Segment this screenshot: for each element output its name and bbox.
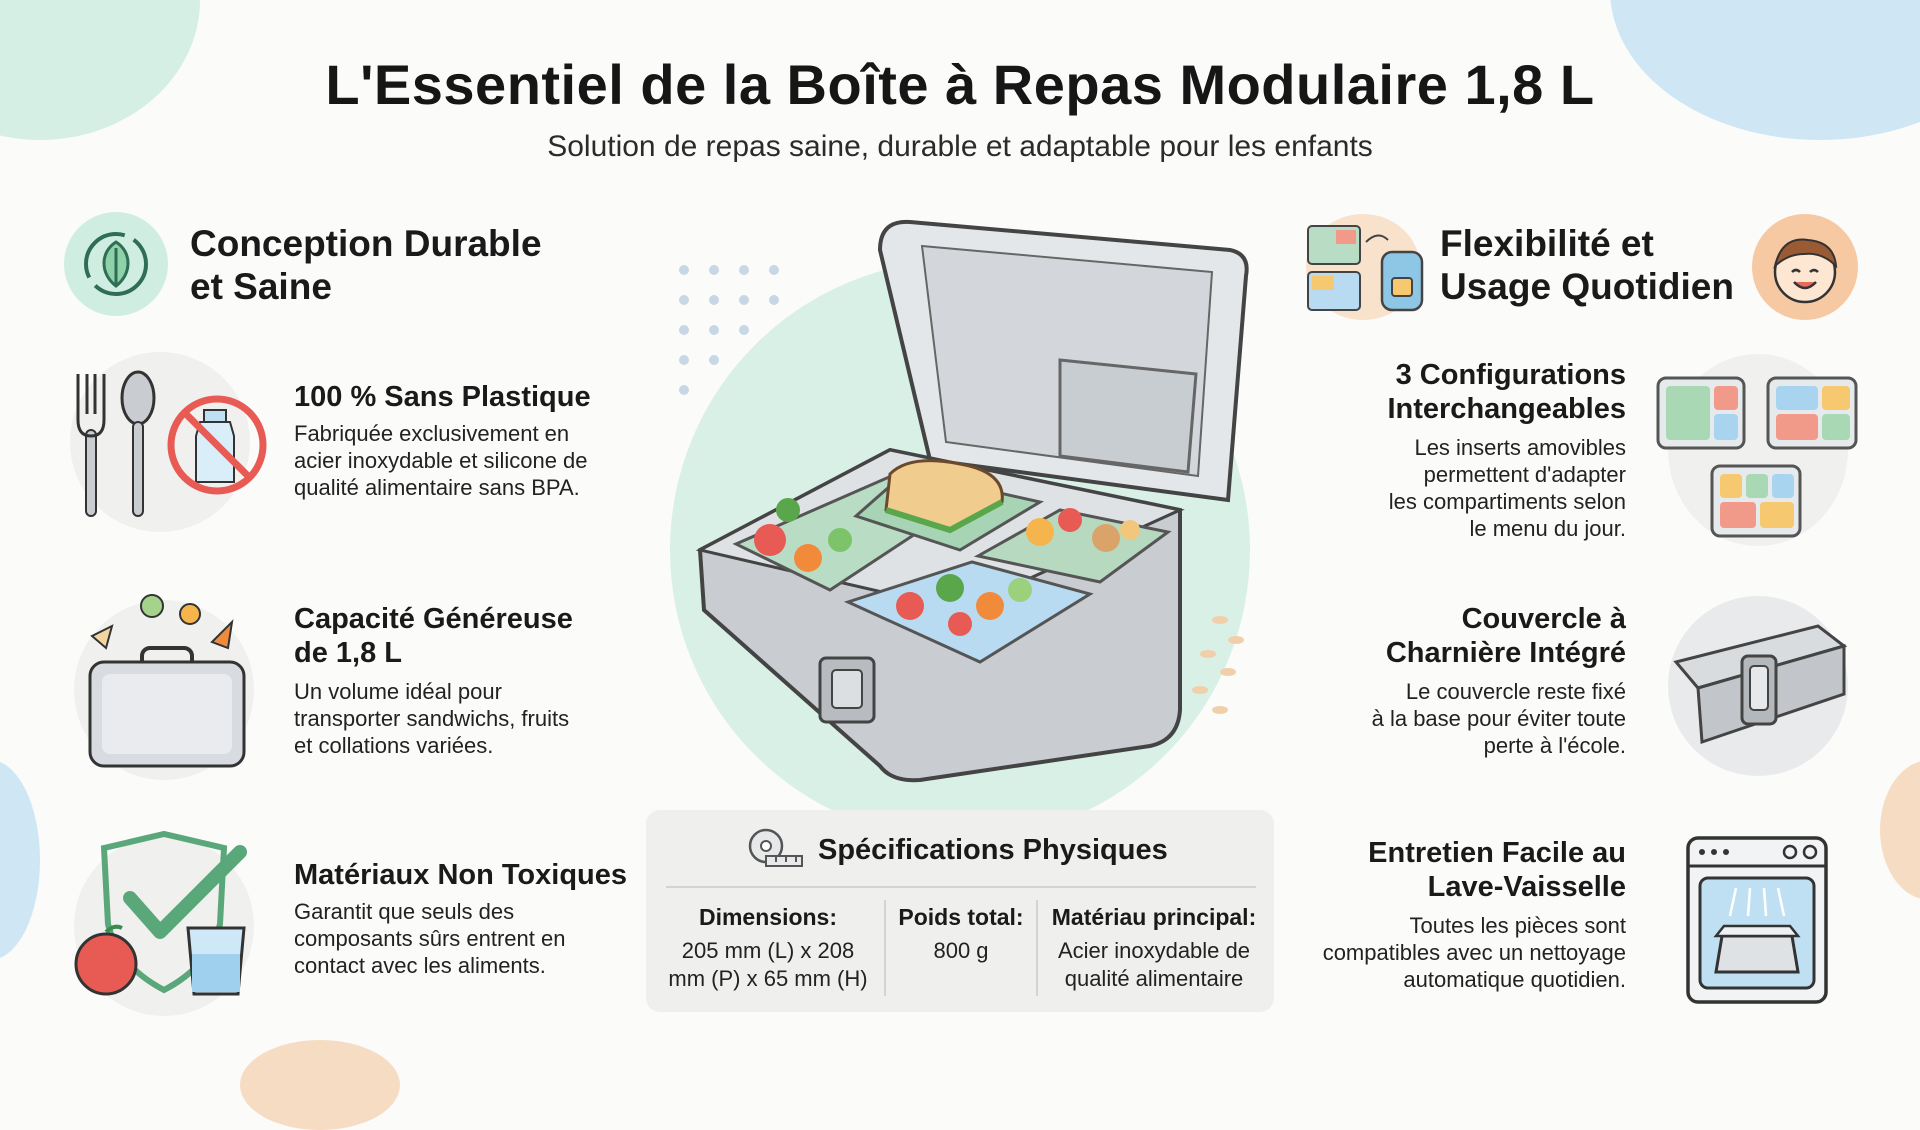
feature-nontoxic-text — [294, 898, 634, 979]
spec-material-line1: Acier inoxydable de — [1057, 938, 1250, 963]
feature-dishwasher — [1300, 836, 1626, 993]
spec-material-label: Matériau principal: — [1051, 904, 1257, 930]
feature-plastic-free-text-line3: qualité alimentaire sans BPA. — [294, 475, 580, 500]
feature-capacity-text — [294, 678, 624, 759]
feature-nontoxic-title: Matériaux Non Toxiques — [294, 859, 628, 891]
feature-nontoxic-text-line1: Garantit que seuls des — [294, 899, 515, 924]
feature-nontoxic — [294, 858, 634, 979]
specs-divider — [666, 886, 1256, 888]
lunchbox-illustration — [660, 210, 1260, 790]
feature-hinge-lid-text-line2: à la base pour éviter toute — [1371, 706, 1626, 731]
right-section-title-line1: Flexibilité et — [1440, 223, 1654, 264]
fork-spoon-icon — [74, 370, 164, 520]
spec-dimensions — [656, 904, 880, 993]
configurations-trays-icon — [1656, 376, 1860, 540]
hinge-clip-icon — [1668, 596, 1848, 776]
left-section-title — [190, 222, 542, 308]
feature-hinge-lid-title-line2: Charnière Intégré — [1385, 637, 1626, 669]
feature-configurations-title-line2: Interchangeables — [1387, 393, 1626, 425]
shield-check-icon — [70, 828, 260, 1000]
feature-capacity-title-line2: de 1,8 L — [294, 637, 402, 669]
spec-material-value — [1040, 937, 1268, 993]
specs-col-sep-1 — [884, 900, 886, 996]
specs-col-sep-2 — [1036, 900, 1038, 996]
feature-dishwasher-text-line1: Toutes les pièces sont — [1409, 913, 1626, 938]
feature-dishwasher-text-line3: automatique quotidien. — [1403, 967, 1626, 992]
feature-plastic-free — [294, 380, 624, 501]
feature-capacity-title-line1: Capacité Généreuse — [294, 603, 573, 635]
leaf-recycle-icon — [64, 212, 168, 316]
spec-weight — [888, 904, 1034, 965]
feature-configurations-text-line3: les compartiments selon — [1388, 489, 1626, 514]
feature-plastic-free-text-line1: Fabriquée exclusivement en — [294, 421, 570, 446]
feature-hinge-lid — [1300, 602, 1626, 759]
feature-configurations — [1300, 358, 1626, 542]
left-section-title-line1: Conception Durable — [190, 223, 542, 264]
feature-capacity-text-line2: transporter sandwichs, fruits — [294, 706, 570, 731]
decor-blob-peach-bottom — [240, 1040, 400, 1130]
spec-material-line2: qualité alimentaire — [1064, 966, 1244, 991]
feature-hinge-lid-title — [1300, 602, 1626, 670]
feature-configurations-title-line1: 3 Configurations — [1395, 359, 1626, 391]
feature-plastic-free-title: 100 % Sans Plastique — [294, 381, 591, 413]
feature-hinge-lid-text-line3: perte à l'école. — [1483, 733, 1626, 758]
feature-dishwasher-text-line2: compatibles avec un nettoyage — [1322, 940, 1626, 965]
feature-hinge-lid-text — [1300, 678, 1626, 759]
feature-plastic-free-text-line2: acier inoxydable et silicone de — [294, 448, 588, 473]
feature-configurations-text-line1: Les inserts amovibles — [1414, 435, 1626, 460]
feature-capacity-text-line3: et collations variées. — [294, 733, 494, 758]
feature-dishwasher-title-line1: Entretien Facile au — [1368, 837, 1626, 869]
feature-capacity — [294, 602, 624, 759]
compartment-configs-icon — [1306, 222, 1426, 314]
page-title: L'Essentiel de la Boîte à Repas Modulaire 1,8 L — [325, 53, 1595, 116]
feature-hinge-lid-title-line1: Couvercle à — [1461, 603, 1626, 635]
right-section-title — [1440, 222, 1734, 308]
spec-material — [1040, 904, 1268, 993]
spec-dimensions-value — [656, 937, 880, 993]
feature-capacity-title — [294, 602, 624, 670]
lunchbox-icon — [82, 586, 252, 770]
measuring-tape-icon — [748, 826, 804, 870]
no-plastic-bottle-icon — [164, 392, 270, 498]
decor-blob-peach-right — [1880, 760, 1920, 900]
spec-dimensions-line1: 205 mm (L) x 208 — [681, 938, 855, 963]
feature-configurations-text-line4: le menu du jour. — [1469, 516, 1626, 541]
spec-dimensions-label: Dimensions: — [698, 904, 838, 930]
feature-hinge-lid-text-line1: Le couvercle reste fixé — [1405, 679, 1626, 704]
feature-dishwasher-title-line2: Lave-Vaisselle — [1427, 871, 1626, 903]
feature-dishwasher-text — [1300, 912, 1626, 993]
feature-dishwasher-title — [1300, 836, 1626, 904]
spec-weight-line1: 800 g — [933, 938, 989, 963]
left-section-title-line2: et Saine — [190, 266, 332, 307]
child-face-icon — [1752, 214, 1858, 320]
page-subtitle: Solution de repas saine, durable et adaptable pour les enfants — [547, 130, 1373, 163]
feature-configurations-text-line2: permettent d'adapter — [1423, 462, 1626, 487]
feature-plastic-free-text — [294, 420, 624, 501]
feature-nontoxic-text-line3: contact avec les aliments. — [294, 953, 546, 978]
specs-title: Spécifications Physiques — [818, 834, 1168, 866]
spec-weight-value — [888, 937, 1034, 965]
dishwasher-icon — [1686, 836, 1828, 1004]
spec-weight-label: Poids total: — [898, 904, 1024, 930]
feature-configurations-title — [1300, 358, 1626, 426]
feature-capacity-text-line1: Un volume idéal pour — [294, 679, 502, 704]
spec-dimensions-line2: mm (P) x 65 mm (H) — [668, 966, 868, 991]
feature-nontoxic-text-line2: composants sûrs entrent en — [294, 926, 566, 951]
feature-configurations-text — [1300, 434, 1626, 542]
decor-blob-blue-left — [0, 760, 40, 960]
right-section-title-line2: Usage Quotidien — [1440, 266, 1734, 307]
